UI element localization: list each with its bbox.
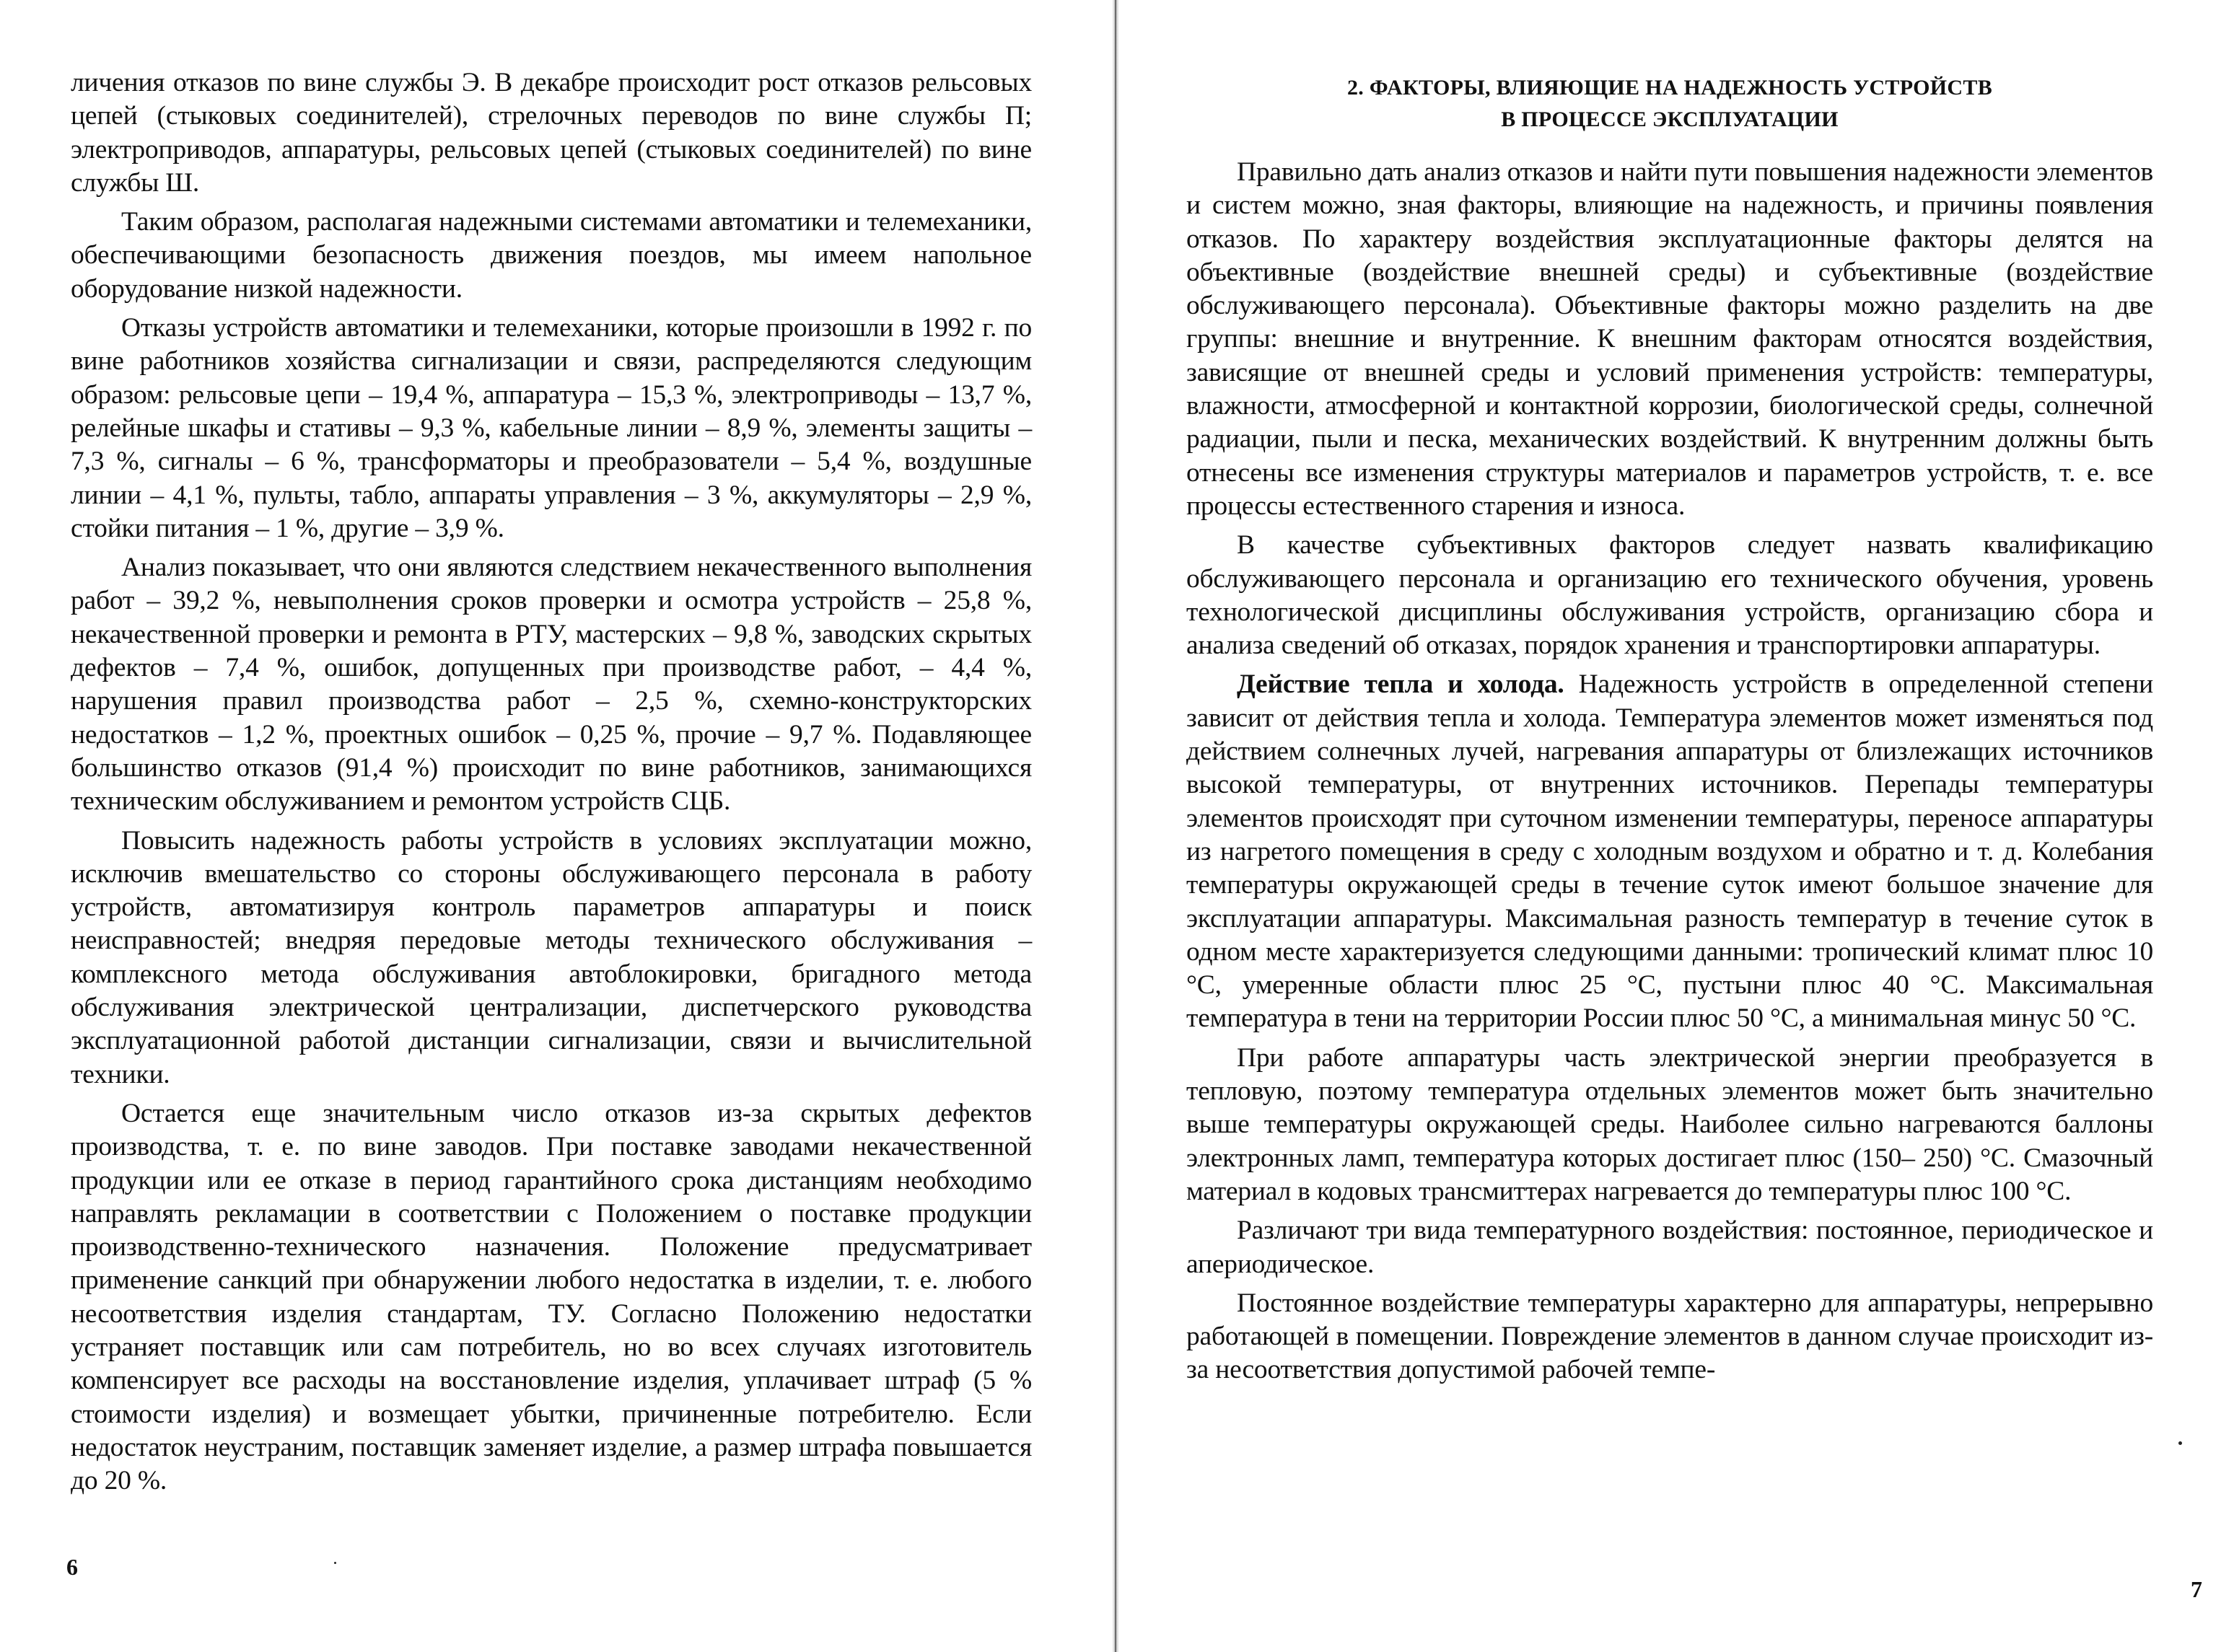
paragraph: Остается еще значительным число отказов из-за скрытых дефектов производства, т. е. по вине заводов. При поставке заводами некачественной продукции или ее отказе в период гарантийного срока дистанциям необходимо направлять рекламации в соответствии с Положением о поставке продукции производственно-технического назначения. Положение предусматривает применение санкций при обнаружении любого недостатка в изделии, т. е. любого несоответствия изделия стандартам, ТУ. Согласно Положению недостатки устраняет поставщик или сам потребитель, но во всех случаях изготовитель компенсирует все расходы на восстановление изделия, уплачивает штраф (5 % стоимости изделия) и возмещает убытки, причиненные потребителю. Если недостаток неустраним, поставщик заменяет изделие, а размер штрафа повышается до 20 %. — [71, 1098, 1032, 1496]
page-number: 6 — [66, 1554, 78, 1580]
paragraph: Различают три вида температурного воздействия: постоянное, периодическое и апериодическое. — [1186, 1216, 2153, 1279]
right-page — [1117, 0, 2234, 1652]
page-number: 7 — [2191, 1576, 2202, 1602]
right-page-text — [1186, 72, 2153, 1387]
paragraph: В качестве субъективных факторов следует назвать квалификацию обслуживающего персонала и организацию его технического обучения, уровень технологической дисциплины обслуживания устройств, организацию сбора и анализа сведений об отказах, порядок хранения и транспортировки аппаратуры. — [1186, 530, 2153, 661]
left-page-text — [71, 66, 1032, 1498]
paragraph: Отказы устройств автоматики и телемеханики, которые произошли в 1992 г. по вине работников хозяйства сигнализации и связи, распределяются следующим образом: рельсовые цепи – 19,4 %, аппаратура – 15,3 %, электроприводы – 13,7 %, релейные шкафы и стативы – 9,3 %, кабельные линии – 8,9 %, элементы защиты – 7,3 %, сигналы – 6 %, трансформаторы и преобразователи – 5,4 %, воздушные линии – 4,1 %, пульты, табло, аппараты управления – 3 %, аккумуляторы – 2,9 %, стойки питания – 1 %, другие – 3,9 %. — [71, 313, 1032, 543]
paragraph: Таким образом, располагая надежными системами автоматики и телемеханики, обеспечивающими безопасность движения поездов, мы имеем напольное оборудование низкой надежности. — [71, 207, 1032, 304]
scan-speck — [2178, 1441, 2182, 1445]
paragraph: личения отказов по вине службы Э. В декабре происходит рост отказов рельсовых цепей (стыковых соединителей), стрелочных переводов по вине службы П; электроприводов, аппаратуры, рельсовых цепей (стыковых соединителей) по вине службы Ш. — [71, 68, 1032, 198]
paragraph: При работе аппаратуры часть электрической энергии преобразуется в тепловую, поэтому температура отдельных элементов может быть значительно выше температуры окружающей среды. Наиболее сильно нагреваются баллоны электронных ламп, температура которых достигает плюс (150– 250) °С. Смазочный материал в кодовых трансмиттерах нагревается до температуры плюс 100 °С. — [1186, 1042, 2153, 1206]
paragraph — [1186, 668, 2153, 1035]
paragraph: Правильно дать анализ отказов и найти пути повышения надежности элементов и систем можно, зная факторы, влияющие на надежность, и причины появления отказов. По характеру воздействия эксплуатационные факторы делятся на объективные (воздействие внешней среды) и субъективные (воздействие обслуживающего персонала). Объективные факторы можно разделить на две группы: внешние и внутренние. К внешним факторам относятся воздействия, зависящие от внешней среды и условий применения устройств: температуры, влажности, атмосферной и контактной коррозии, биологической среды, солнечной радиации, пыли и песка, механических воздействий. К внутренним должны быть отнесены все изменения структуры материалов и параметров устройств, т. е. все процессы естественного старения и износа. — [1186, 157, 2153, 521]
paragraph: Анализ показывает, что они являются следствием некачественного выполнения работ – 39,2 %, невыполнения сроков проверки и осмотра устройств – 25,8 %, некачественной проверки и ремонта в РТУ, мастерских – 9,8 %, заводских скрытых дефектов – 7,4 %, ошибок, допущенных при производстве работ, – 4,4 %, нарушения правил производства работ – 2,5 %, схемно-конструкторских недостатков – 1,2 %, проектных ошибок – 0,25 %, прочие – 9,7 %. Подавляющее большинство отказов (91,4 %) происходит по вине работников, занимающихся техническим обслуживанием и ремонтом устройств СЦБ. — [71, 553, 1032, 817]
run-in-heading: Действие тепла и холода. — [1237, 669, 1564, 700]
scan-speck — [334, 1562, 336, 1564]
chapter-heading — [1186, 72, 2153, 136]
chapter-heading-line: 2. ФАКТОРЫ, ВЛИЯЮЩИЕ НА НАДЕЖНОСТЬ УСТРОЙСТВ — [1346, 76, 1993, 100]
paragraph: Постоянное воздействие температуры характерно для аппаратуры, непрерывно работающей в помещении. Повреждение элементов в данном случае происходит из-за несоответствия допустимой рабочей темпе- — [1186, 1288, 2153, 1385]
chapter-heading-line: В ПРОЦЕССЕ ЭКСПЛУАТАЦИИ — [1501, 107, 1839, 131]
paragraph: Повысить надежность работы устройств в условиях эксплуатации можно, исключив вмешательство со стороны обслуживающего персонала в работу устройств, автоматизируя контроль параметров аппаратуры и поиск неисправностей; внедряя передовые методы технического обслуживания – комплексного метода обслуживания автоблокировки, бригадного метода обслуживания электрической централизации, диспетчерского руководства эксплуатационной работой дистанции сигнализации, связи и вычислительной техники. — [71, 825, 1032, 1089]
paragraph-text: Надежность устройств в определенной степени зависит от действия тепла и холода. Температура элементов может изменяться под действием солнечных лучей, нагревания аппаратуры от близлежащих источников высокой температуры, от внутренних источников. Перепады температуры элементов происходят при суточном изменении температуры, переносе аппаратуры из нагретого помещения в среду с холодным воздухом и обратно и т. д. Колебания температуры окружающей среды в течение суток имеют большое значение для эксплуатации аппаратуры. Максимальная разность температур в течение суток в одном месте характеризуется следующими данными: тропический климат плюс 10 °С, умеренные области плюс 25 °С, пустыни плюс 40 °С. Максимальная температура в тени на территории России плюс 50 °С, а минимальная минус 50 °С. — [1186, 669, 2153, 1034]
